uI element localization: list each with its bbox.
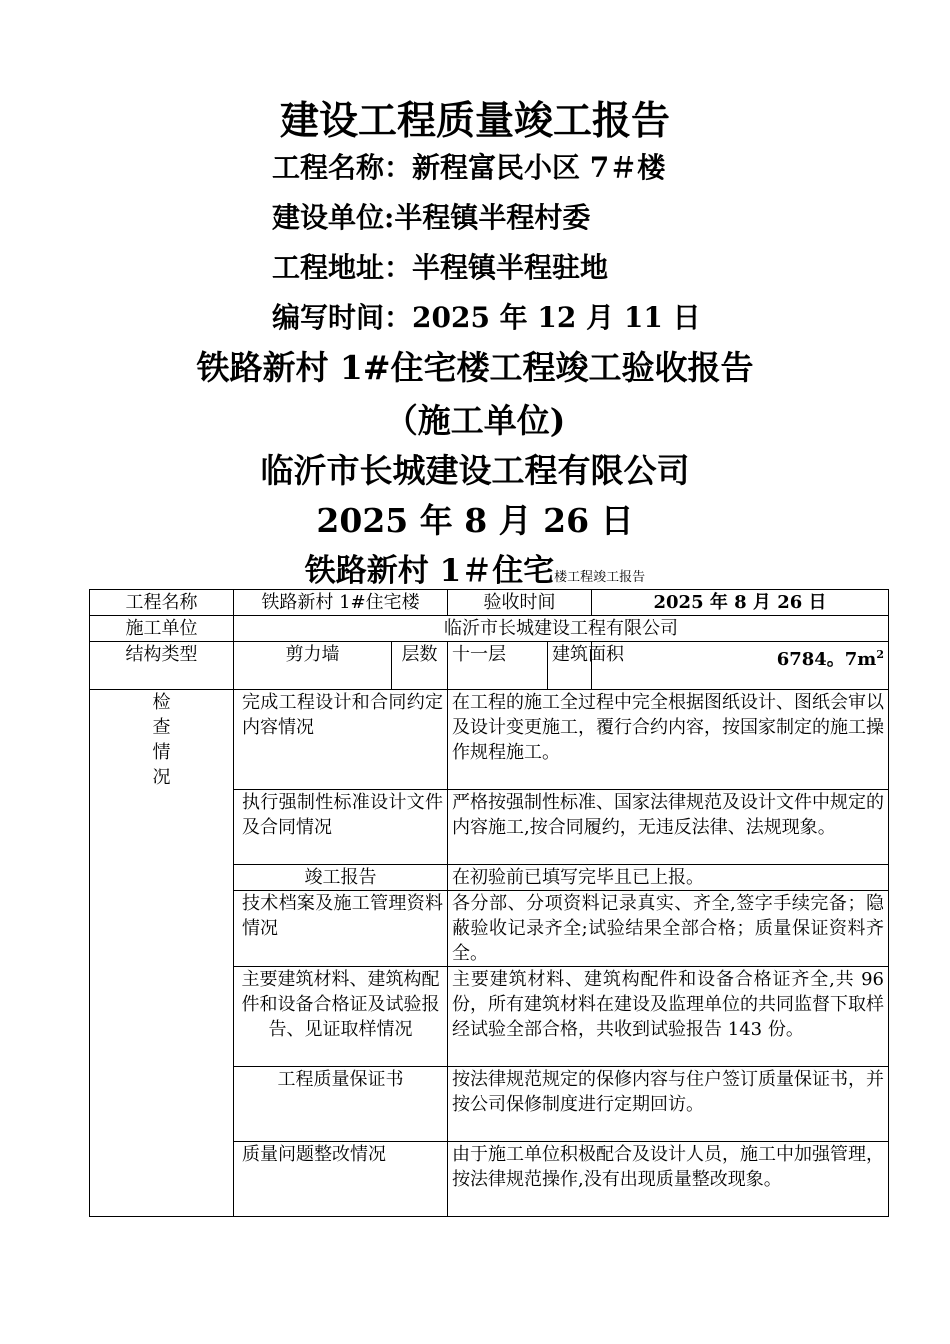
check-label-char: 检 bbox=[152, 692, 171, 713]
acceptance-time-value: 2025 年 8 月 26 日 bbox=[592, 590, 889, 616]
report-subtitle: （施工单位) bbox=[384, 401, 566, 440]
floors-label: 层数 bbox=[392, 642, 448, 690]
structure-type-value: 剪力墙 bbox=[234, 642, 392, 690]
check-result: 在初验前已填写完毕且已上报。 bbox=[448, 865, 889, 891]
check-label-char: 况 bbox=[152, 767, 171, 788]
check-item: 主要建筑材料、建筑构配件和设备合格证及试验报告、见证取样情况 bbox=[234, 967, 448, 1067]
check-result: 严格按强制性标准、国家法律规范及设计文件中规定的内容施工,按合同履约，无违反法律、法规现象。 bbox=[448, 790, 889, 865]
check-result: 主要建筑材料、建筑构配件和设备合格证齐全,共 96 份，所有建筑材料在建设及监理单位的共同监督下取样经试验全部合格，共收到试验报告 143 份。 bbox=[448, 967, 889, 1067]
address-line: 工程地址：半程镇半程驻地 bbox=[272, 251, 609, 284]
acceptance-table bbox=[89, 589, 889, 1217]
project-name-value: 铁路新村 1#住宅楼 bbox=[234, 590, 448, 616]
construction-unit-label: 施工单位 bbox=[90, 616, 234, 642]
check-result: 各分部、分项资料记录真实、齐全,签字手续完备；隐蔽验收记录齐全;试验结果全部合格；质量保证资料齐全。 bbox=[448, 891, 889, 967]
table-row bbox=[90, 690, 889, 790]
check-item: 技术档案及施工管理资料情况 bbox=[234, 891, 448, 967]
area-value bbox=[592, 642, 889, 690]
table-title-small: 楼工程竣工报告 bbox=[554, 570, 646, 585]
check-item: 质量问题整改情况 bbox=[234, 1142, 448, 1217]
area-label bbox=[548, 642, 625, 690]
table-row bbox=[90, 642, 889, 690]
table-title bbox=[0, 545, 950, 590]
report-title: 铁路新村 1#住宅楼工程竣工验收报告 bbox=[196, 348, 754, 387]
area-value-text: 6784。7m bbox=[776, 649, 877, 670]
area-label-text: 建筑面积 bbox=[552, 644, 625, 665]
check-result: 由于施工单位积极配合及设计人员，施工中加强管理，按法律规范操作,没有出现质量整改现象。 bbox=[448, 1142, 889, 1217]
project-name-label: 工程名称 bbox=[90, 590, 234, 616]
company-name: 临沂市长城建设工程有限公司 bbox=[260, 451, 690, 490]
floors-value: 十一层 bbox=[448, 642, 548, 690]
structure-type-label: 结构类型 bbox=[90, 642, 234, 690]
table-row bbox=[90, 590, 889, 616]
construction-unit-value: 临沂市长城建设工程有限公司 bbox=[234, 616, 889, 642]
table-row bbox=[90, 616, 889, 642]
area-unit-sup: 2 bbox=[876, 648, 885, 661]
check-item: 竣工报告 bbox=[234, 865, 448, 891]
acceptance-time-label: 验收时间 bbox=[448, 590, 592, 616]
project-name-line: 工程名称：新程富民小区 7＃楼 bbox=[272, 151, 666, 184]
date-line: 编写时间：2025 年 12 月 11 日 bbox=[272, 301, 701, 334]
check-item: 执行强制性标准设计文件及合同情况 bbox=[234, 790, 448, 865]
check-status-label bbox=[90, 690, 234, 1217]
check-label-char: 查 bbox=[152, 717, 171, 738]
check-item: 工程质量保证书 bbox=[234, 1067, 448, 1142]
cover-title: 建设工程质量竣工报告 bbox=[279, 98, 670, 144]
check-result: 在工程的施工全过程中完全根据图纸设计、图纸会审以及设计变更施工，覆行合约内容，按国家制定的施工操作规程施工。 bbox=[448, 690, 889, 790]
check-item: 完成工程设计和合同约定内容情况 bbox=[234, 690, 448, 790]
table-title-main: 铁路新村 1＃住宅 bbox=[304, 553, 555, 589]
check-result: 按法律规范规定的保修内容与住户签订质量保证书，并按公司保修制度进行定期回访。 bbox=[448, 1067, 889, 1142]
report-date: 2025 年 8 月 26 日 bbox=[316, 501, 634, 540]
check-label-char: 情 bbox=[152, 742, 171, 763]
builder-line: 建设单位:半程镇半程村委 bbox=[272, 201, 591, 234]
